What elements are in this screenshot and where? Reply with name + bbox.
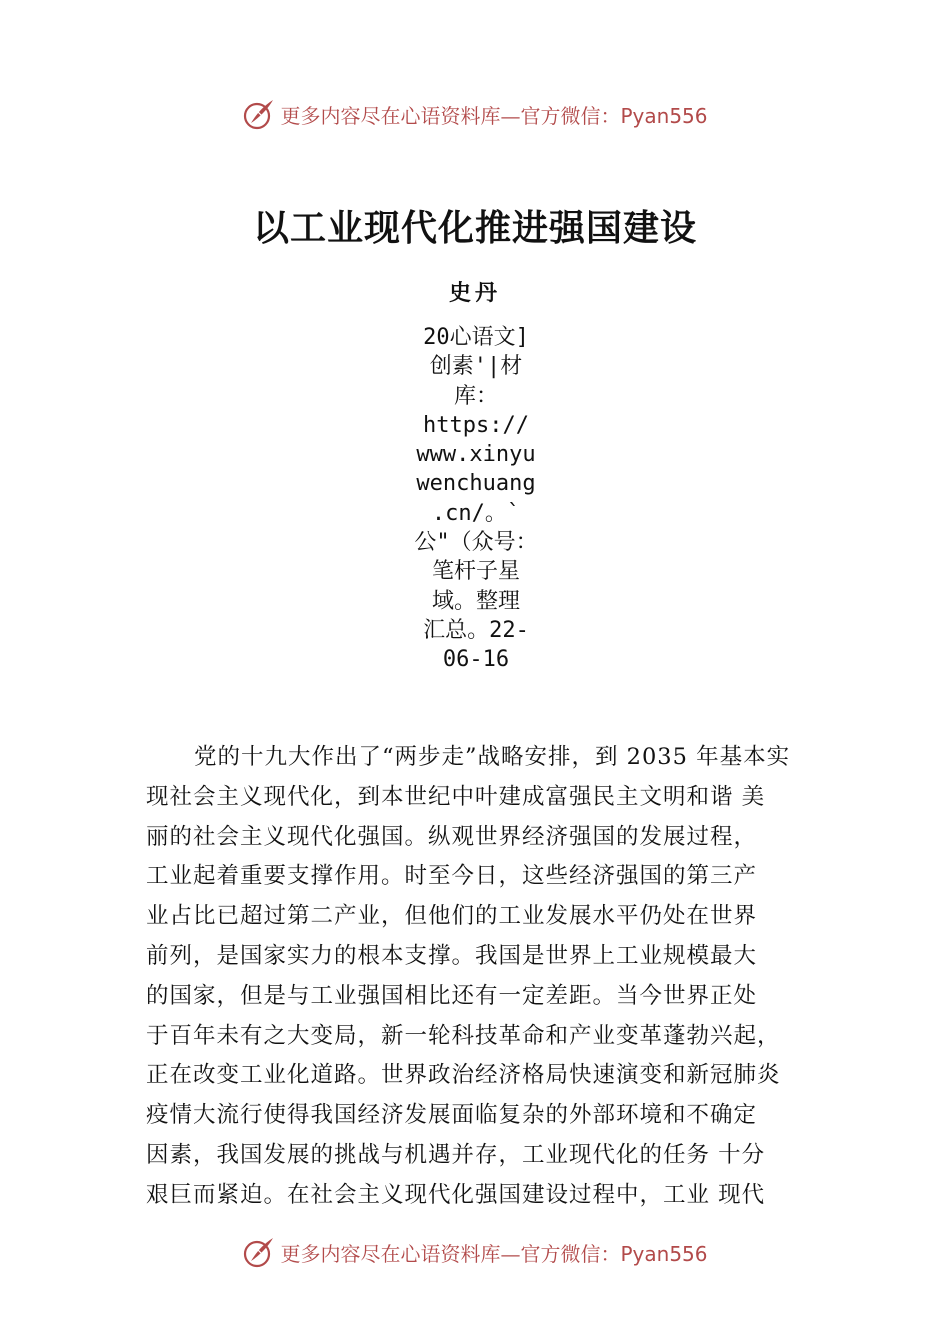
source-line: https:// (423, 412, 529, 438)
body-line: 丽的社会主义现代化强国。纵观世界经济强国的发展过程， (146, 823, 758, 850)
source-note (410, 323, 542, 675)
source-line: 公"（众号： (414, 530, 538, 556)
source-line: 库： (453, 383, 498, 409)
source-line: 20心语文] (423, 325, 529, 350)
source-line: 汇总。22- (423, 617, 529, 643)
source-line: 笔杆子星 (431, 559, 520, 585)
body-line: 疫情大流行使得我国经济发展面临复杂的外部环境和不确定 (146, 1102, 758, 1129)
body-line: 业占比已超过第二产业，但他们的工业发展水平仍处在世界 (146, 903, 758, 930)
body-line: 前列，是国家实力的根本支撑。我国是世界上工业规模最大 (146, 942, 758, 969)
banner-text: 更多内容尽在心语资料库—官方微信：Pyan556 (280, 1241, 708, 1266)
body-line: 的国家，但是与工业强国相比还有一定差距。当今世界正处 (146, 982, 758, 1009)
quill-circle-icon (242, 97, 276, 131)
document-author: 史丹 (448, 280, 501, 306)
footer-banner (0, 1232, 950, 1272)
source-line: wenchuang (416, 471, 536, 497)
body-line: 工业起着重要支撑作用。时至今日，这些经济强国的第三产 (146, 863, 758, 890)
body-line: 党的十九大作出了“两步走”战略安排，到 2035 年基本实 (194, 744, 791, 770)
body-line: 现社会主义现代化，到本世纪中叶建成富强民主文明和谐 美 (146, 783, 766, 810)
source-line: www.xinyu (416, 442, 536, 468)
source-line: 创素'|材 (429, 354, 523, 380)
body-line: 因素，我国发展的挑战与机遇并存，工业现代化的任务 十分 (146, 1141, 766, 1168)
document-title: 以工业现代化推进强国建设 (252, 207, 697, 249)
banner-text: 更多内容尽在心语资料库—官方微信：Pyan556 (280, 103, 708, 128)
body-line: 艰巨而紧迫。在社会主义现代化强国建设过程中，工业 现代 (146, 1181, 766, 1208)
body-line: 于百年未有之大变局，新一轮科技革命和产业变革蓬勃兴起， (146, 1022, 781, 1049)
quill-circle-icon (242, 1235, 276, 1269)
header-banner (0, 94, 950, 134)
source-line: 06-16 (442, 647, 510, 673)
source-line: 域。整理 (431, 588, 520, 614)
source-line: .cn/。` (431, 500, 521, 526)
document-body (146, 738, 836, 1216)
body-line: 正在改变工业化道路。世界政治经济格局快速演变和新冠肺炎 (146, 1062, 781, 1089)
